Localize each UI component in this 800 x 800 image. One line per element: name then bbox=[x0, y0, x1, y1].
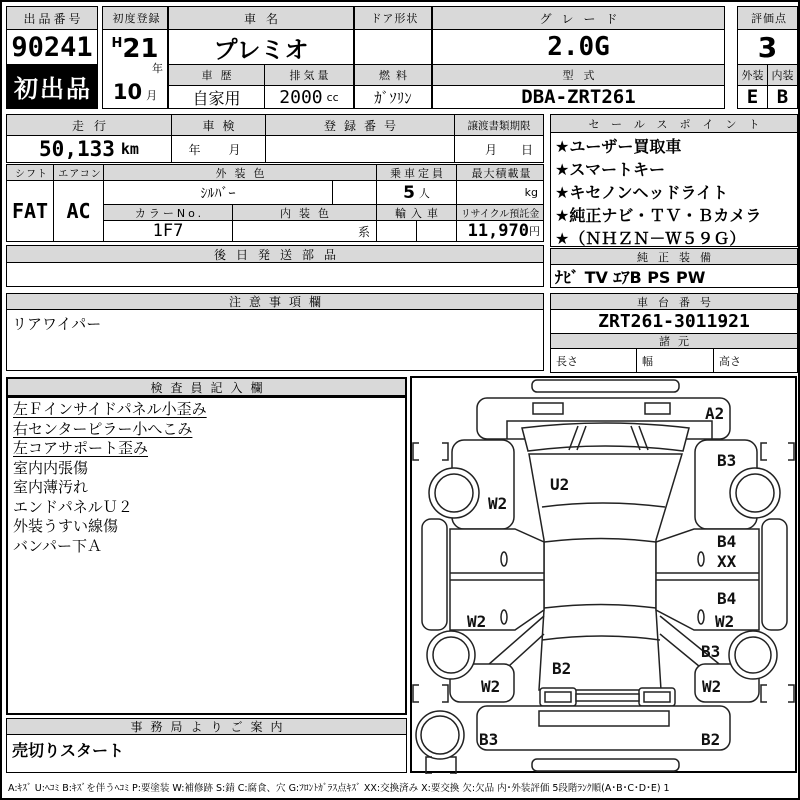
aircon-value: AC bbox=[53, 180, 104, 242]
damage-marker-a2: A2 bbox=[705, 404, 725, 423]
door-handle bbox=[698, 552, 704, 566]
first-reg-header: 初度登録 bbox=[102, 6, 168, 30]
damage-marker-w2: W2 bbox=[488, 494, 508, 513]
import-cell-1 bbox=[376, 220, 417, 242]
color-no-header: カラーNo. bbox=[103, 204, 233, 221]
inspector-note-item: 外装うすい線傷 bbox=[13, 517, 119, 535]
sales-point-item: ★ユーザー買取車 bbox=[555, 137, 682, 156]
specs-header: 諸元 bbox=[550, 333, 798, 349]
inspector-note-item: 右センターピラー小へこみ bbox=[13, 419, 193, 438]
reg-no-header: 登録番号 bbox=[265, 114, 455, 136]
capacity-unit: 人 bbox=[418, 186, 430, 200]
spare-tire bbox=[416, 711, 464, 759]
first-reg-month-unit: 月 bbox=[146, 89, 158, 102]
shift-value: FAT bbox=[6, 180, 54, 242]
grade-header: グレード bbox=[432, 6, 725, 30]
mileage-unit: km bbox=[120, 140, 139, 158]
shift-header: シフト bbox=[6, 164, 54, 181]
import-header: 輸入車 bbox=[376, 204, 457, 221]
recycle-value bbox=[456, 220, 544, 242]
first-reg-year-unit: 年 bbox=[152, 62, 163, 75]
sales-point-item: ★純正ナビ・ＴＶ・Ｂカメラ bbox=[555, 206, 762, 225]
spec-width-label: 幅 bbox=[636, 348, 714, 373]
legend-text: A:ｷｽﾞ U:ﾍｺﾐ B:ｷｽﾞを伴うﾍｺﾐ P:要塗装 W:補修跡 S:錆 C:腐食、穴 G:ﾌﾛﾝﾄｶﾞﾗｽ点ｷｽﾞ XX:交換済み X:要交換 欠:欠品 内･外装評価 5段階ﾗﾝｸ順(A･B･C･D･E) 1 bbox=[8, 783, 670, 794]
inspector-note-item: 室内内張傷 bbox=[13, 458, 89, 477]
interior-header: 内装 bbox=[767, 64, 798, 86]
transfer-deadline-header: 譲渡書類期限 bbox=[454, 114, 544, 136]
inspector-notes-list bbox=[6, 396, 407, 715]
later-parts-header: 後日発送部品 bbox=[6, 245, 544, 263]
car-damage-diagram bbox=[410, 376, 798, 774]
inspector-note-item: エンドパネルＵ２ bbox=[13, 497, 133, 516]
chassis-no-value: ZRT261-3011921 bbox=[550, 309, 798, 334]
mileage-header: 走行 bbox=[6, 114, 172, 136]
spec-length-label: 長さ bbox=[550, 348, 637, 373]
chassis-no-header: 車台番号 bbox=[550, 293, 798, 310]
inspector-note-item: 室内薄汚れ bbox=[13, 478, 89, 496]
aircon-header: エアコン bbox=[53, 164, 104, 181]
capacity-header: 乗車定員 bbox=[376, 164, 457, 181]
inspector-note-item: バンパー下Ａ bbox=[13, 536, 102, 555]
notes-header: 注意事項欄 bbox=[6, 293, 544, 310]
office-value: 売切りスタート bbox=[6, 734, 407, 773]
ext-color-sub-cell bbox=[332, 180, 377, 205]
damage-marker-xx: XX bbox=[717, 552, 737, 571]
damage-marker-b2: B2 bbox=[552, 659, 572, 678]
fuel-value: ｶﾞｿﾘﾝ bbox=[354, 85, 432, 109]
int-color-value: 系 bbox=[232, 220, 377, 242]
sales-points-list bbox=[550, 132, 798, 247]
car-name-value: プレミオ bbox=[168, 29, 354, 65]
max-load-header: 最大積載量 bbox=[456, 164, 544, 181]
max-load-unit: kg bbox=[524, 186, 538, 199]
car-name-header: 車名 bbox=[168, 6, 354, 30]
recycle-header: リサイクル預託金 bbox=[456, 204, 544, 221]
notes-value: リアワイパー bbox=[6, 309, 544, 371]
reg-no-value bbox=[265, 135, 455, 163]
first-reg-month: 10 bbox=[112, 80, 143, 104]
mileage-number: 50,133 bbox=[39, 137, 115, 161]
displacement-header: 排気量 bbox=[264, 64, 354, 86]
damage-marker-b3: B3 bbox=[701, 642, 721, 661]
capacity-value bbox=[376, 180, 457, 205]
auction-no-value: 90241 bbox=[6, 29, 98, 65]
inspector-note-item: 左Ｆインサイドパネル小歪み bbox=[13, 400, 207, 418]
capacity-number: 5 bbox=[403, 182, 415, 203]
sales-point-item: ★スマートキー bbox=[555, 160, 666, 179]
door-handle bbox=[698, 610, 704, 624]
damage-marker-b4: B4 bbox=[717, 532, 737, 551]
interior-grade-value: B bbox=[767, 85, 798, 109]
damage-marker-b3: B3 bbox=[717, 451, 737, 470]
first-reg-year: 21 bbox=[122, 34, 159, 64]
sales-point-item: ★キセノンヘッドライト bbox=[555, 183, 729, 202]
int-color-header: 内装色 bbox=[232, 204, 377, 221]
history-value: 自家用 bbox=[168, 85, 265, 109]
sales-points-header: セールスポイント bbox=[550, 114, 798, 133]
mileage-value bbox=[6, 135, 172, 163]
damage-marker-w2: W2 bbox=[481, 677, 501, 696]
model-code-header: 型式 bbox=[432, 64, 725, 86]
damage-marker-w2: W2 bbox=[702, 677, 722, 696]
spec-height-label: 高さ bbox=[713, 348, 798, 373]
damage-marker-w2: W2 bbox=[467, 612, 487, 631]
ext-color-value: ｼﾙﾊﾞｰ bbox=[103, 180, 333, 205]
sales-point-item: ★（ＮＨＺＮ－Ｗ５９Ｇ） bbox=[555, 229, 746, 248]
displacement-number: 2000 bbox=[279, 86, 323, 108]
import-cell-2 bbox=[416, 220, 457, 242]
exterior-grade-value: E bbox=[737, 85, 768, 109]
office-header: 事務局よりご案内 bbox=[6, 718, 407, 735]
score-header: 評価点 bbox=[737, 6, 798, 30]
inspector-header: 検査員記入欄 bbox=[6, 377, 407, 397]
door-handle bbox=[501, 610, 507, 624]
history-header: 車歴 bbox=[168, 64, 265, 86]
color-no-value: 1F7 bbox=[103, 220, 233, 242]
first-reg-era: H bbox=[111, 36, 123, 51]
damage-marker-b3: B3 bbox=[479, 730, 499, 749]
door-handle bbox=[501, 552, 507, 566]
inspection-header: 車検 bbox=[171, 114, 266, 136]
score-value: 3 bbox=[737, 29, 798, 65]
recycle-unit: 円 bbox=[529, 225, 540, 238]
exterior-header: 外装 bbox=[737, 64, 768, 86]
model-code-value: DBA-ZRT261 bbox=[432, 85, 725, 109]
first-reg-value bbox=[102, 29, 168, 109]
damage-marker-b2: B2 bbox=[701, 730, 721, 749]
transfer-deadline-value: 月 日 bbox=[454, 135, 544, 163]
later-parts-value bbox=[6, 262, 544, 287]
door-shape-value bbox=[354, 29, 432, 65]
displacement-unit: cc bbox=[326, 90, 339, 104]
damage-marker-b4: B4 bbox=[717, 589, 737, 608]
auction-no-header: 出品番号 bbox=[6, 6, 98, 30]
recycle-number: 11,970 bbox=[467, 221, 529, 241]
inspection-value: 年 月 bbox=[171, 135, 266, 163]
displacement-value bbox=[264, 85, 354, 109]
damage-marker-u2: U2 bbox=[550, 475, 570, 494]
equipment-value: ﾅﾋﾞ TV ｴｱB PS PW bbox=[550, 264, 798, 288]
inspector-note-item: 左コアサポート歪み bbox=[13, 439, 149, 457]
equipment-header: 純正装備 bbox=[550, 248, 798, 265]
fuel-header: 燃料 bbox=[354, 64, 432, 86]
first-listing-badge: 初出品 bbox=[6, 64, 98, 109]
grade-value: 2.0G bbox=[432, 29, 725, 65]
door-shape-header: ドア形状 bbox=[354, 6, 432, 30]
ext-color-header: 外装色 bbox=[103, 164, 377, 181]
max-load-value bbox=[456, 180, 544, 205]
damage-marker-w2: W2 bbox=[715, 612, 735, 631]
